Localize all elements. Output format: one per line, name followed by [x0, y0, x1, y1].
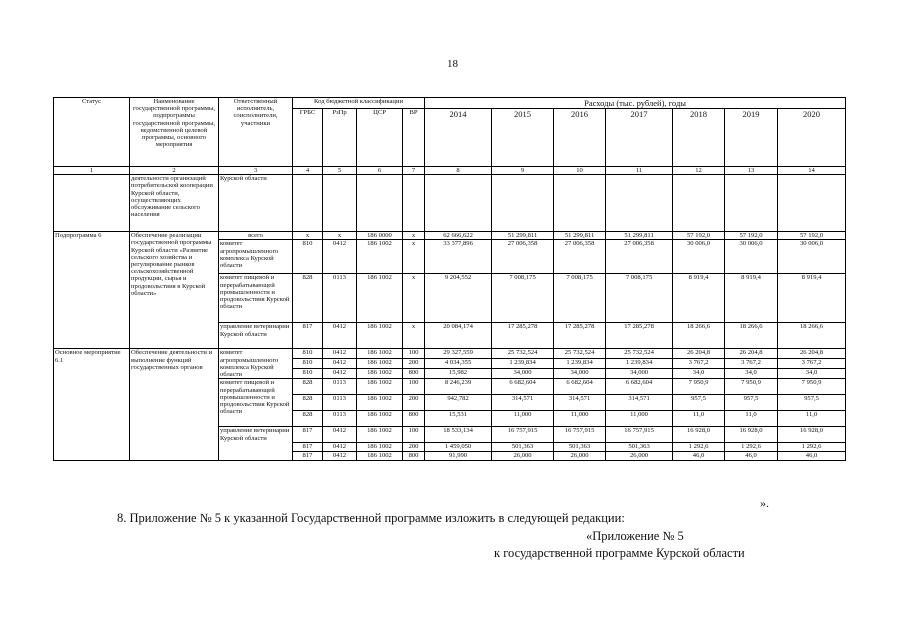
- expense-value-cell: 4 034,355: [425, 359, 492, 369]
- expense-value-cell: 46,0: [673, 452, 725, 461]
- expense-value-cell: 51 299,811: [492, 232, 554, 240]
- code-csr-cell: 186 1002: [357, 379, 403, 395]
- code-rzpr-cell: 0412: [323, 323, 357, 349]
- code-rzpr-cell: 0412: [323, 240, 357, 274]
- expense-value-cell: 11,000: [606, 411, 673, 427]
- code-rzpr-cell: х: [323, 232, 357, 240]
- expense-value-cell: 501,363: [606, 443, 673, 452]
- closing-quote: ».: [760, 496, 769, 510]
- expense-value-cell: 15,531: [425, 411, 492, 427]
- continuation-executor: Курской области: [219, 175, 293, 232]
- expense-value-cell: 314,571: [606, 395, 673, 411]
- expense-value-cell: 314,571: [554, 395, 606, 411]
- code-rzpr-cell: 0412: [323, 427, 357, 443]
- executor-cell: комитет пищевой и перерабатывающей промышленности и продовольствия Курской области: [219, 274, 293, 323]
- expense-value-cell: 46,0: [778, 452, 846, 461]
- column-number-cell: 2: [130, 167, 219, 175]
- header-year: 2014: [425, 109, 492, 167]
- code-vr-cell: 100: [403, 349, 425, 359]
- code-vr-cell: 200: [403, 359, 425, 369]
- expense-value-cell: 17 285,278: [606, 323, 673, 349]
- code-csr-cell: 186 1002: [357, 274, 403, 323]
- expense-value-cell: 57 192,0: [725, 232, 778, 240]
- code-csr-cell: 186 1002: [357, 359, 403, 369]
- column-number-cell: 5: [323, 167, 357, 175]
- expense-value-cell: 957,5: [778, 395, 846, 411]
- expense-value-cell: 1 292,6: [673, 443, 725, 452]
- column-number-cell: 12: [673, 167, 725, 175]
- code-csr-cell: 186 1002: [357, 452, 403, 461]
- expense-value-cell: 1 292,6: [725, 443, 778, 452]
- expense-value-cell: 11,0: [673, 411, 725, 427]
- expense-value-cell: 7 950,9: [725, 379, 778, 395]
- column-number-cell: 3: [219, 167, 293, 175]
- header-grbs: ГРБС: [293, 109, 323, 167]
- header-year: 2018: [673, 109, 725, 167]
- code-grbs-cell: 817: [293, 427, 323, 443]
- column-number-cell: 6: [357, 167, 403, 175]
- expense-value-cell: 57 192,0: [778, 232, 846, 240]
- code-csr-cell: 186 1002: [357, 427, 403, 443]
- expense-value-cell: 18 266,6: [725, 323, 778, 349]
- expense-value-cell: 27 006,358: [606, 240, 673, 274]
- expense-value-cell: 957,5: [673, 395, 725, 411]
- measure-status: Основное мероприятие 6.1: [54, 349, 130, 461]
- continuation-status-cell: [54, 175, 130, 232]
- code-csr-cell: 186 1002: [357, 240, 403, 274]
- expense-value-cell: 26,000: [606, 452, 673, 461]
- expense-value-cell: 20 084,174: [425, 323, 492, 349]
- column-number-cell: 9: [492, 167, 554, 175]
- expense-value-cell: 8 246,239: [425, 379, 492, 395]
- expense-value-cell: 51 299,811: [606, 232, 673, 240]
- expense-value-cell: 17 285,278: [492, 323, 554, 349]
- expense-value-cell: 7 008,175: [492, 274, 554, 323]
- header-row-main: [54, 98, 846, 109]
- code-grbs-cell: 810: [293, 359, 323, 369]
- code-rzpr-cell: 0412: [323, 443, 357, 452]
- expense-value-cell: 16 757,915: [492, 427, 554, 443]
- executor-cell: управление ветеринарии Курской области: [219, 323, 293, 349]
- code-grbs-cell: 828: [293, 274, 323, 323]
- executor-cell: комитет пищевой и перерабатывающей промышленности и продовольствия Курской области: [219, 379, 293, 427]
- code-csr-cell: 186 1002: [357, 395, 403, 411]
- code-vr-cell: х: [403, 240, 425, 274]
- code-rzpr-cell: 0412: [323, 359, 357, 369]
- expense-value-cell: 957,5: [725, 395, 778, 411]
- header-executor: Ответственный исполнитель, соисполнители, участники: [219, 98, 293, 167]
- expense-value-cell: 501,363: [492, 443, 554, 452]
- code-vr-cell: 800: [403, 411, 425, 427]
- expense-value-cell: 17 285,278: [554, 323, 606, 349]
- expense-value-cell: 91,990: [425, 452, 492, 461]
- code-rzpr-cell: 0412: [323, 452, 357, 461]
- column-number-cell: 8: [425, 167, 492, 175]
- expense-value-cell: 26,000: [492, 452, 554, 461]
- executor-cell: комитет агропромышленного комплекса Курской области: [219, 349, 293, 379]
- code-vr-cell: 800: [403, 369, 425, 379]
- code-grbs-cell: 828: [293, 379, 323, 395]
- expense-value-cell: 11,0: [778, 411, 846, 427]
- expense-value-cell: 27 006,358: [492, 240, 554, 274]
- code-grbs-cell: 810: [293, 349, 323, 359]
- expense-value-cell: 16 928,0: [725, 427, 778, 443]
- code-csr-cell: 186 1002: [357, 323, 403, 349]
- expense-value-cell: 30 006,0: [778, 240, 846, 274]
- code-grbs-cell: 817: [293, 323, 323, 349]
- expense-value-cell: 26 204,8: [673, 349, 725, 359]
- executor-cell: всего: [219, 232, 293, 240]
- code-grbs-cell: 810: [293, 369, 323, 379]
- executor-cell: комитет агропромышленного комплекса Курской области: [219, 240, 293, 274]
- header-expenses: Расходы (тыс. рублей), годы: [425, 98, 846, 109]
- column-number-cell: 11: [606, 167, 673, 175]
- expense-value-cell: 26 204,8: [778, 349, 846, 359]
- subprogram-name: Обеспечение реализации государственной программы Курской области «Развитие сельского хозяйства и регулирование рынков сельскохозяйственной продукции, сырья и продовольствия в Курской области»: [130, 232, 219, 349]
- page-number: 18: [447, 58, 458, 70]
- header-status: Статус: [54, 98, 130, 167]
- expense-value-cell: 1 459,050: [425, 443, 492, 452]
- executor-cell: управление ветеринарии Курской области: [219, 427, 293, 461]
- code-rzpr-cell: 0113: [323, 379, 357, 395]
- code-grbs-cell: х: [293, 232, 323, 240]
- expense-value-cell: 11,000: [492, 411, 554, 427]
- expense-value-cell: 33 377,896: [425, 240, 492, 274]
- expense-value-cell: 16 928,0: [673, 427, 725, 443]
- expense-value-cell: 18 533,134: [425, 427, 492, 443]
- code-csr-cell: 186 1002: [357, 411, 403, 427]
- appendix-label: «Приложение № 5: [586, 529, 684, 543]
- expense-value-cell: 8 919,4: [778, 274, 846, 323]
- expense-value-cell: 34,0: [725, 369, 778, 379]
- code-csr-cell: 186 0000: [357, 232, 403, 240]
- budget-table: [53, 97, 846, 461]
- code-vr-cell: х: [403, 274, 425, 323]
- column-number-cell: 4: [293, 167, 323, 175]
- code-grbs-cell: 828: [293, 395, 323, 411]
- expense-value-cell: 1 292,6: [778, 443, 846, 452]
- code-csr-cell: 186 1002: [357, 369, 403, 379]
- expense-value-cell: 25 732,524: [492, 349, 554, 359]
- expense-value-cell: 16 757,915: [554, 427, 606, 443]
- code-vr-cell: 100: [403, 379, 425, 395]
- expense-value-cell: 7 950,9: [673, 379, 725, 395]
- expense-value-cell: 7 008,175: [554, 274, 606, 323]
- column-number-cell: 14: [778, 167, 846, 175]
- expense-value-cell: 25 732,524: [606, 349, 673, 359]
- header-csr: ЦСР: [357, 109, 403, 167]
- expense-value-cell: 34,000: [606, 369, 673, 379]
- expense-value-cell: 16 928,0: [778, 427, 846, 443]
- expense-value-cell: 26,000: [554, 452, 606, 461]
- expense-value-cell: 18 266,6: [673, 323, 725, 349]
- expense-value-cell: 8 919,4: [725, 274, 778, 323]
- appendix-subtitle: к государственной программе Курской области: [494, 546, 745, 560]
- expense-value-cell: 942,782: [425, 395, 492, 411]
- expense-value-cell: 11,0: [725, 411, 778, 427]
- header-budget-code: Код бюджетной классификации: [293, 98, 425, 109]
- expense-value-cell: 7 008,175: [606, 274, 673, 323]
- code-grbs-cell: 817: [293, 443, 323, 452]
- code-vr-cell: х: [403, 232, 425, 240]
- code-csr-cell: 186 1002: [357, 349, 403, 359]
- measure-row: [54, 349, 846, 359]
- expense-value-cell: 34,0: [673, 369, 725, 379]
- expense-value-cell: 6 682,604: [492, 379, 554, 395]
- header-vr: ВР: [403, 109, 425, 167]
- expense-value-cell: 51 299,811: [554, 232, 606, 240]
- expense-value-cell: 8 919,4: [673, 274, 725, 323]
- code-grbs-cell: 817: [293, 452, 323, 461]
- expense-value-cell: 6 682,604: [554, 379, 606, 395]
- header-year: 2017: [606, 109, 673, 167]
- header-year: 2020: [778, 109, 846, 167]
- continuation-row: [54, 175, 846, 232]
- expense-value-cell: 3 767,2: [673, 359, 725, 369]
- subprogram-status: Подпрограмма 6: [54, 232, 130, 349]
- code-csr-cell: 186 1002: [357, 443, 403, 452]
- header-year: 2016: [554, 109, 606, 167]
- expense-value-cell: 16 757,915: [606, 427, 673, 443]
- expense-value-cell: 46,0: [725, 452, 778, 461]
- header-year: 2019: [725, 109, 778, 167]
- expense-value-cell: 34,0: [778, 369, 846, 379]
- expense-value-cell: 34,000: [554, 369, 606, 379]
- expense-value-cell: 1 239,834: [606, 359, 673, 369]
- header-year: 2015: [492, 109, 554, 167]
- expense-value-cell: 62 666,622: [425, 232, 492, 240]
- expense-value-cell: 3 767,2: [725, 359, 778, 369]
- expense-value-cell: 25 732,524: [554, 349, 606, 359]
- header-rzpr: РзПр: [323, 109, 357, 167]
- column-number-row: [54, 167, 846, 175]
- expense-value-cell: 3 767,2: [778, 359, 846, 369]
- expense-value-cell: 7 950,9: [778, 379, 846, 395]
- expense-value-cell: 6 682,604: [606, 379, 673, 395]
- code-rzpr-cell: 0113: [323, 411, 357, 427]
- subprogram-row: [54, 232, 846, 240]
- expense-value-cell: 30 006,0: [673, 240, 725, 274]
- header-name: Наименование государственной программы, подпрограммы государственной программы, ведомственной целевой программы, основного мероприятия: [130, 98, 219, 167]
- code-rzpr-cell: 0113: [323, 274, 357, 323]
- expense-value-cell: 30 006,0: [725, 240, 778, 274]
- expense-value-cell: 1 239,834: [492, 359, 554, 369]
- code-grbs-cell: 810: [293, 240, 323, 274]
- measure-name: Обеспечение деятельности и выполнение функций государственных органов: [130, 349, 219, 461]
- expense-value-cell: 314,571: [492, 395, 554, 411]
- code-rzpr-cell: 0113: [323, 395, 357, 411]
- expense-value-cell: 1 239,834: [554, 359, 606, 369]
- column-number-cell: 10: [554, 167, 606, 175]
- appendix-paragraph: 8. Приложение № 5 к указанной Государственной программе изложить в следующей редакции:: [117, 511, 625, 525]
- expense-value-cell: 34,000: [492, 369, 554, 379]
- expense-value-cell: 27 006,358: [554, 240, 606, 274]
- code-vr-cell: 200: [403, 395, 425, 411]
- code-rzpr-cell: 0412: [323, 349, 357, 359]
- expense-value-cell: 57 192,0: [673, 232, 725, 240]
- expense-value-cell: 18 266,6: [778, 323, 846, 349]
- code-vr-cell: 800: [403, 452, 425, 461]
- column-number-cell: 7: [403, 167, 425, 175]
- code-vr-cell: х: [403, 323, 425, 349]
- expense-value-cell: 9 204,552: [425, 274, 492, 323]
- expense-value-cell: 11,000: [554, 411, 606, 427]
- column-number-cell: 1: [54, 167, 130, 175]
- expense-value-cell: 15,982: [425, 369, 492, 379]
- code-grbs-cell: 828: [293, 411, 323, 427]
- code-vr-cell: 200: [403, 443, 425, 452]
- code-vr-cell: 100: [403, 427, 425, 443]
- column-number-cell: 13: [725, 167, 778, 175]
- expense-value-cell: 29 327,559: [425, 349, 492, 359]
- continuation-name: деятельности организаций потребительской кооперации Курской области, осуществляющих обслуживание сельского населения: [130, 175, 219, 232]
- expense-value-cell: 501,363: [554, 443, 606, 452]
- code-rzpr-cell: 0412: [323, 369, 357, 379]
- expense-value-cell: 26 204,8: [725, 349, 778, 359]
